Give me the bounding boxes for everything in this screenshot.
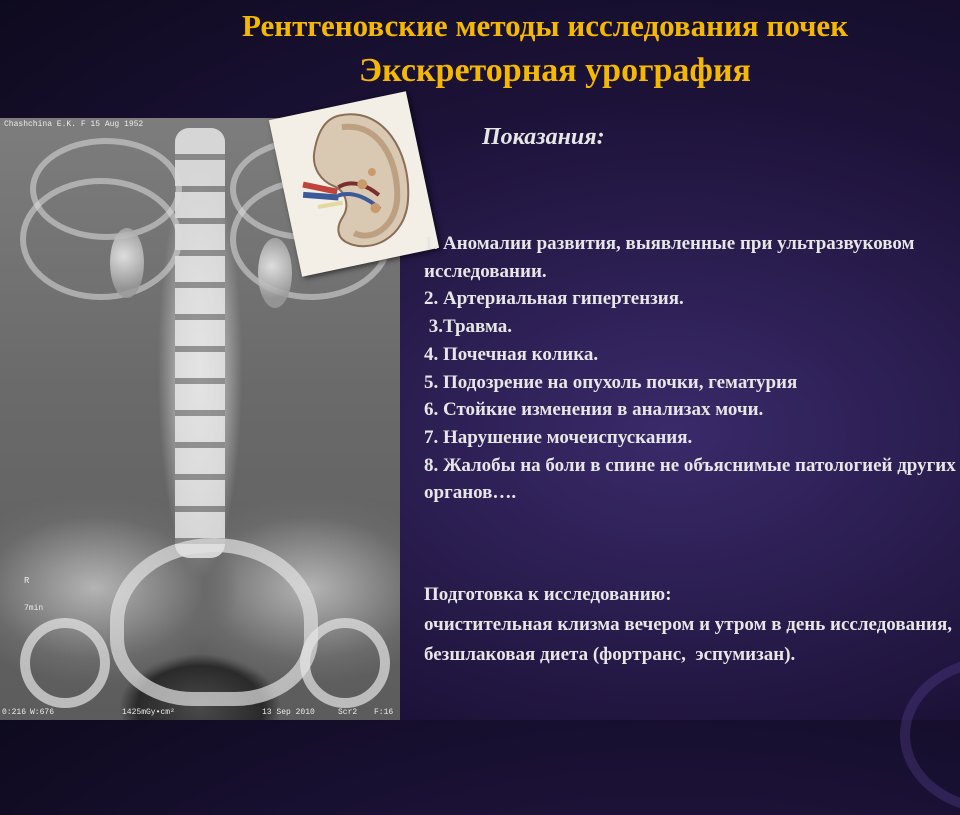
xray-marker-time: 7min bbox=[24, 604, 44, 613]
xray-header-text: Chashchina E.K. F 15 Aug 1952 bbox=[4, 120, 144, 129]
indications-list bbox=[424, 230, 960, 507]
hip-joint-shape bbox=[20, 618, 110, 708]
right-kidney-shape bbox=[258, 238, 292, 308]
xray-footer-text: W:676 bbox=[30, 708, 55, 717]
xray-footer-text: 1425mGy•cm² bbox=[122, 708, 175, 717]
preparation-text: очистительная клизма вечером и утром в день исследования, безшлаковая диета (фортранс, эспумизан). bbox=[424, 614, 957, 665]
indications-heading: Показания: bbox=[482, 124, 605, 150]
list-item: 7. Нарушение мочеиспускания. bbox=[424, 426, 693, 448]
preparation-block bbox=[424, 580, 960, 670]
xray-marker-r: R bbox=[24, 576, 30, 586]
xray-footer-text: F:16 bbox=[374, 708, 394, 717]
xray-footer-text: 0:216 bbox=[2, 708, 27, 717]
list-item: 4. Почечная колика. bbox=[424, 343, 599, 365]
list-item: 1. Аномалии развития, выявленные при ультразвуковом исследовании. bbox=[424, 233, 915, 282]
list-item: 8. Жалобы на боли в спине не объяснимые патологией других органов…. bbox=[424, 454, 956, 504]
pelvis-shape bbox=[110, 538, 318, 706]
slide-subtitle: Экскреторная урография bbox=[359, 52, 751, 89]
preparation-heading: Подготовка к исследованию: bbox=[424, 584, 672, 605]
list-item: 5. Подозрение на опухоль почки, гематурия bbox=[424, 371, 798, 393]
decorative-ring bbox=[900, 655, 960, 815]
list-item: 3.Травма. bbox=[424, 316, 513, 338]
hip-joint-shape bbox=[300, 618, 390, 708]
xray-footer-text: 13 Sep 2010 bbox=[262, 708, 315, 717]
slide-title: Рентгеновские методы исследования почек bbox=[241, 8, 849, 43]
rib-shape bbox=[20, 178, 182, 300]
list-item: 6. Стойкие изменения в анализах мочи. bbox=[424, 399, 764, 421]
spine-shape bbox=[175, 128, 225, 558]
left-kidney-shape bbox=[110, 228, 144, 298]
xray-footer-text: Scr2 bbox=[338, 708, 358, 717]
list-item: 2. Артериальная гипертензия. bbox=[424, 288, 684, 310]
